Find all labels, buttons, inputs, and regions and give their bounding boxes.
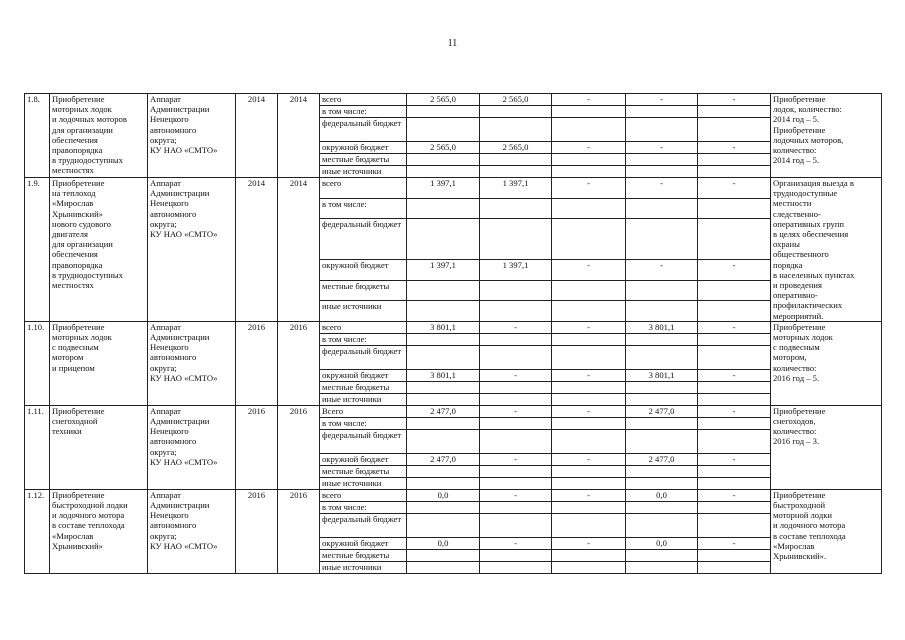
row-number: 1.8. [25, 94, 50, 178]
funding-source-label: федеральный бюджет [320, 429, 407, 453]
amount-cell [552, 166, 626, 178]
amount-cell [552, 301, 626, 322]
amount-cell: - [552, 178, 626, 199]
amount-cell [698, 549, 771, 561]
year-start: 2016 [236, 405, 278, 489]
amount-cell: 3 801,1 [407, 321, 480, 333]
amount-cell [407, 345, 480, 369]
funding-source-label: окружной бюджет [320, 260, 407, 281]
amount-cell [407, 333, 480, 345]
funding-source-label: окружной бюджет [320, 369, 407, 381]
amount-cell [626, 429, 698, 453]
funding-source-label: федеральный бюджет [320, 219, 407, 260]
funding-source-label: всего [320, 321, 407, 333]
amount-cell [552, 219, 626, 260]
activity-name: Приобретение моторных лодок и лодочных моторов для организации обеспечения правопорядка в труднодоступных местностях [50, 94, 148, 178]
amount-cell [698, 501, 771, 513]
amount-cell: 0,0 [407, 537, 480, 549]
amount-cell: - [552, 260, 626, 281]
amount-cell [407, 429, 480, 453]
amount-cell: 2 477,0 [626, 453, 698, 465]
amount-cell [698, 417, 771, 429]
amount-cell [407, 549, 480, 561]
amount-cell [698, 198, 771, 219]
amount-cell [552, 345, 626, 369]
amount-cell [480, 301, 552, 322]
amount-cell [480, 549, 552, 561]
amount-cell: - [698, 260, 771, 281]
amount-cell: - [698, 453, 771, 465]
amount-cell [698, 118, 771, 142]
amount-cell [480, 106, 552, 118]
executor: Аппарат Администрации Ненецкого автономного округа; КУ НАО «СМТО» [148, 405, 236, 489]
amount-cell: 3 801,1 [407, 369, 480, 381]
table-row [25, 321, 882, 333]
program-activities-table [24, 93, 882, 574]
amount-cell: - [552, 142, 626, 154]
amount-cell [480, 333, 552, 345]
row-number: 1.12. [25, 489, 50, 573]
amount-cell [626, 477, 698, 489]
table-row [25, 178, 882, 199]
amount-cell: - [552, 537, 626, 549]
amount-cell [552, 477, 626, 489]
year-start: 2016 [236, 489, 278, 573]
amount-cell [407, 561, 480, 573]
amount-cell [698, 381, 771, 393]
funding-source-label: окружной бюджет [320, 142, 407, 154]
year-end: 2014 [278, 94, 320, 178]
amount-cell: 0,0 [626, 537, 698, 549]
amount-cell [407, 513, 480, 537]
amount-cell [698, 465, 771, 477]
amount-cell [626, 118, 698, 142]
amount-cell [480, 561, 552, 573]
table-body [25, 94, 882, 574]
amount-cell [552, 513, 626, 537]
amount-cell: - [626, 178, 698, 199]
amount-cell: 1 397,1 [480, 260, 552, 281]
amount-cell: 2 477,0 [407, 405, 480, 417]
amount-cell [552, 198, 626, 219]
funding-source-label: в том числе: [320, 417, 407, 429]
amount-cell: - [552, 489, 626, 501]
amount-cell [480, 280, 552, 301]
activity-name: Приобретение снегоходной техники [50, 405, 148, 489]
amount-cell [626, 106, 698, 118]
amount-cell: 2 477,0 [626, 405, 698, 417]
amount-cell: - [552, 405, 626, 417]
funding-source-label: местные бюджеты [320, 549, 407, 561]
year-end: 2016 [278, 321, 320, 405]
amount-cell [552, 465, 626, 477]
page-number: 11 [447, 38, 458, 49]
funding-source-label: иные источники [320, 301, 407, 322]
expected-result: Организация выезда в труднодоступные местности следственно- оперативных групп в целях обеспечения охраны общественного порядка в населенных пунктах и проведения оперативно- профилактических мероприятий. [771, 178, 882, 322]
funding-source-label: федеральный бюджет [320, 118, 407, 142]
amount-cell [698, 219, 771, 260]
amount-cell: - [698, 142, 771, 154]
amount-cell: - [698, 369, 771, 381]
amount-cell [626, 154, 698, 166]
amount-cell [698, 513, 771, 537]
amount-cell: 2 565,0 [480, 142, 552, 154]
year-end: 2016 [278, 405, 320, 489]
amount-cell: 1 397,1 [407, 178, 480, 199]
executor: Аппарат Администрации Ненецкого автономного округа; КУ НАО «СМТО» [148, 178, 236, 322]
year-start: 2014 [236, 94, 278, 178]
amount-cell: - [552, 453, 626, 465]
amount-cell [480, 501, 552, 513]
amount-cell [407, 477, 480, 489]
amount-cell [552, 501, 626, 513]
amount-cell: - [480, 453, 552, 465]
amount-cell: 2 565,0 [407, 142, 480, 154]
amount-cell [698, 561, 771, 573]
year-end: 2014 [278, 178, 320, 322]
amount-cell: 3 801,1 [626, 321, 698, 333]
funding-source-label: местные бюджеты [320, 280, 407, 301]
funding-source-label: федеральный бюджет [320, 513, 407, 537]
amount-cell: 2 565,0 [480, 94, 552, 106]
amount-cell: 2 477,0 [407, 453, 480, 465]
executor: Аппарат Администрации Ненецкого автономного округа; КУ НАО «СМТО» [148, 489, 236, 573]
funding-source-label: в том числе: [320, 501, 407, 513]
table-row [25, 405, 882, 417]
expected-result: Приобретение быстроходной моторной лодки и лодочного мотора в составе теплохода «Мирослав Хрынивский». [771, 489, 882, 573]
amount-cell: - [698, 489, 771, 501]
amount-cell [626, 393, 698, 405]
amount-cell: - [626, 142, 698, 154]
funding-source-label: окружной бюджет [320, 537, 407, 549]
amount-cell [552, 561, 626, 573]
amount-cell [626, 333, 698, 345]
amount-cell: 2 565,0 [407, 94, 480, 106]
amount-cell: - [552, 369, 626, 381]
amount-cell [698, 345, 771, 369]
amount-cell [626, 166, 698, 178]
amount-cell: - [552, 321, 626, 333]
funding-source-label: иные источники [320, 166, 407, 178]
amount-cell [480, 393, 552, 405]
row-number: 1.11. [25, 405, 50, 489]
amount-cell [552, 549, 626, 561]
amount-cell [698, 280, 771, 301]
amount-cell [626, 549, 698, 561]
amount-cell: - [698, 94, 771, 106]
funding-source-label: всего [320, 489, 407, 501]
amount-cell: 0,0 [626, 489, 698, 501]
amount-cell [552, 280, 626, 301]
amount-cell [480, 219, 552, 260]
amount-cell [626, 561, 698, 573]
executor: Аппарат Администрации Ненецкого автономного округа; КУ НАО «СМТО» [148, 94, 236, 178]
amount-cell [552, 381, 626, 393]
funding-source-label: в том числе: [320, 198, 407, 219]
amount-cell [552, 106, 626, 118]
amount-cell [626, 280, 698, 301]
amount-cell [698, 477, 771, 489]
amount-cell [480, 166, 552, 178]
amount-cell: 3 801,1 [626, 369, 698, 381]
amount-cell: - [626, 94, 698, 106]
expected-result: Приобретение моторных лодок с подвесным мотором, количество: 2016 год – 5. [771, 321, 882, 405]
amount-cell [698, 154, 771, 166]
amount-cell [407, 465, 480, 477]
amount-cell [407, 166, 480, 178]
expected-result: Приобретение лодок, количество: 2014 год – 5. Приобретение лодочных моторов, количество: 2014 год – 5. [771, 94, 882, 178]
executor: Аппарат Администрации Ненецкого автономного округа; КУ НАО «СМТО» [148, 321, 236, 405]
amount-cell [626, 345, 698, 369]
amount-cell: - [698, 321, 771, 333]
funding-source-label: иные источники [320, 561, 407, 573]
amount-cell [480, 417, 552, 429]
funding-source-label: местные бюджеты [320, 465, 407, 477]
year-start: 2014 [236, 178, 278, 322]
amount-cell [626, 501, 698, 513]
funding-source-label: всего [320, 178, 407, 199]
amount-cell [407, 381, 480, 393]
amount-cell [698, 106, 771, 118]
amount-cell [407, 280, 480, 301]
funding-source-label: Всего [320, 405, 407, 417]
amount-cell [698, 393, 771, 405]
funding-source-label: всего [320, 94, 407, 106]
amount-cell [626, 417, 698, 429]
amount-cell: - [552, 94, 626, 106]
amount-cell [698, 333, 771, 345]
year-end: 2016 [278, 489, 320, 573]
activity-name: Приобретение на теплоход «Мирослав Хрынивский» нового судового двигателя для организации обеспечения правопорядка в труднодоступных местностях [50, 178, 148, 322]
amount-cell [552, 429, 626, 453]
amount-cell [480, 465, 552, 477]
funding-source-label: иные источники [320, 393, 407, 405]
amount-cell: - [698, 537, 771, 549]
amount-cell [407, 118, 480, 142]
amount-cell [480, 198, 552, 219]
amount-cell [407, 219, 480, 260]
amount-cell [626, 381, 698, 393]
amount-cell [480, 477, 552, 489]
amount-cell [407, 393, 480, 405]
amount-cell: - [480, 321, 552, 333]
amount-cell: 1 397,1 [480, 178, 552, 199]
table-row [25, 489, 882, 501]
amount-cell [552, 118, 626, 142]
amount-cell [698, 429, 771, 453]
year-start: 2016 [236, 321, 278, 405]
amount-cell [407, 417, 480, 429]
amount-cell [552, 154, 626, 166]
amount-cell [407, 198, 480, 219]
amount-cell [480, 118, 552, 142]
amount-cell: 0,0 [407, 489, 480, 501]
amount-cell [552, 417, 626, 429]
funding-source-label: окружной бюджет [320, 453, 407, 465]
amount-cell [552, 393, 626, 405]
amount-cell [480, 429, 552, 453]
funding-source-label: федеральный бюджет [320, 345, 407, 369]
amount-cell [552, 333, 626, 345]
activity-name: Приобретение моторных лодок с подвесным мотором и прицепом [50, 321, 148, 405]
amount-cell [407, 106, 480, 118]
amount-cell [626, 301, 698, 322]
amount-cell [698, 301, 771, 322]
amount-cell: - [698, 405, 771, 417]
amount-cell: - [480, 489, 552, 501]
funding-source-label: иные источники [320, 477, 407, 489]
funding-source-label: в том числе: [320, 333, 407, 345]
funding-source-label: местные бюджеты [320, 381, 407, 393]
table-row [25, 94, 882, 106]
amount-cell [407, 154, 480, 166]
row-number: 1.9. [25, 178, 50, 322]
funding-source-label: в том числе: [320, 106, 407, 118]
amount-cell: - [480, 537, 552, 549]
amount-cell: - [480, 369, 552, 381]
row-number: 1.10. [25, 321, 50, 405]
amount-cell [626, 465, 698, 477]
amount-cell [626, 219, 698, 260]
amount-cell [480, 154, 552, 166]
amount-cell [626, 198, 698, 219]
amount-cell: - [698, 178, 771, 199]
expected-result: Приобретение снегоходов, количество: 2016 год – 3. [771, 405, 882, 489]
amount-cell [480, 513, 552, 537]
amount-cell [407, 301, 480, 322]
amount-cell: - [480, 405, 552, 417]
amount-cell [407, 501, 480, 513]
amount-cell [626, 513, 698, 537]
funding-source-label: местные бюджеты [320, 154, 407, 166]
amount-cell: - [626, 260, 698, 281]
amount-cell [698, 166, 771, 178]
amount-cell: 1 397,1 [407, 260, 480, 281]
amount-cell [480, 381, 552, 393]
amount-cell [480, 345, 552, 369]
activity-name: Приобретение быстроходной лодки и лодочного мотора в составе теплохода «Мирослав Хрынивский» [50, 489, 148, 573]
